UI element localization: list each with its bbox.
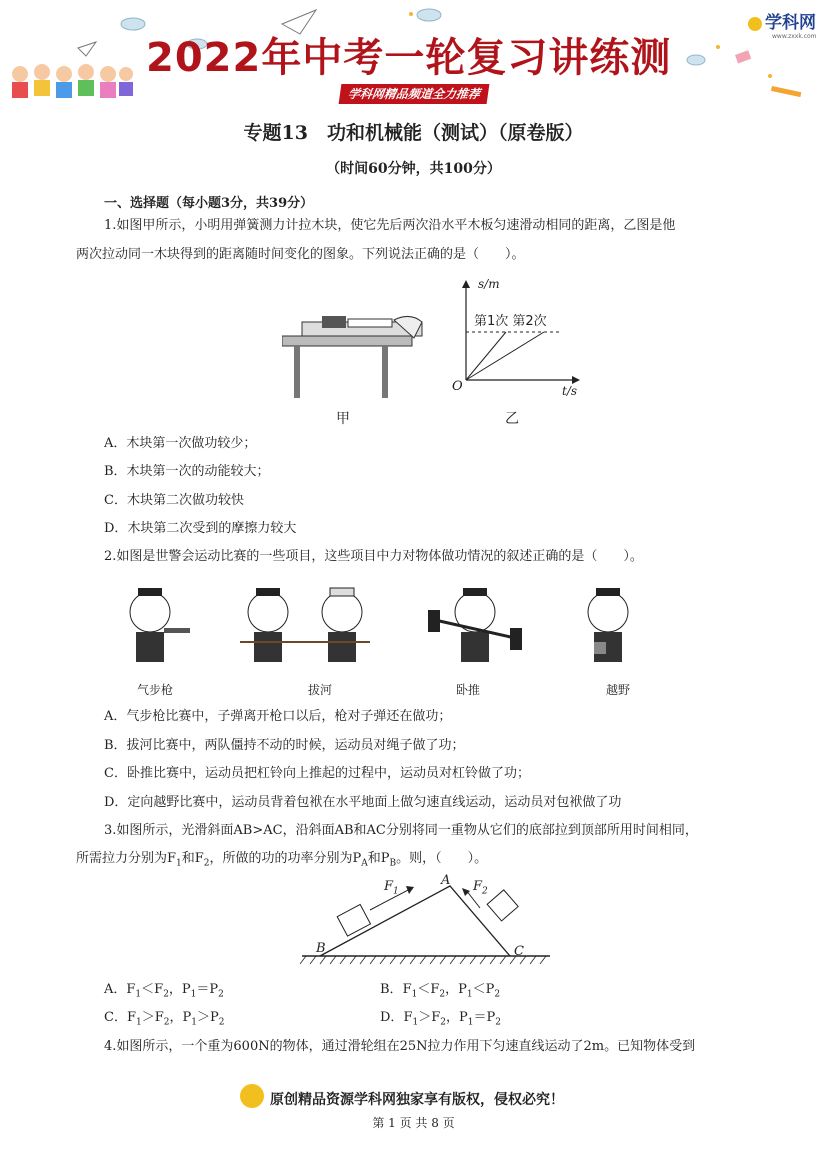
cloud-icon [417,9,441,21]
q3-label-f2: $F_2$ [473,879,488,897]
q2-option-d: D．定向越野比赛中，运动员背着包袱在水平地面上做匀速直线运动，运动员对包袱做了功 [104,795,622,810]
q2-option-a: A．气步枪比赛中，子弹离开枪口以后，枪对子弹还在做功； [104,709,452,724]
q3-line1: 3.如图所示，光滑斜面AB>AC，沿斜面AB和AC分别将同一重物从它们的底部拉到顶部所用时间相同， [104,823,698,838]
q2-caption-country: 越野 [605,683,630,697]
children-illustration [12,64,133,98]
footer-copyright: 原创精品资源学科网独家享有版权，侵权必究！ [270,1092,564,1108]
q3-label-f1: $F_1$ [384,879,399,897]
q2-option-b: B．拔河比赛中，两队僵持不动的时候，运动员对绳子做了功； [104,738,465,753]
pencil-icon [771,86,801,97]
q1-option-a: A．木块第一次做功较少； [104,436,257,451]
q1-graph-xlabel: t/s [562,384,578,398]
q3-option-d: D．$F_1>F_2$，$P_1=P_2$ [380,1010,501,1028]
q1-line1: 1.如图甲所示，小明用弹簧测力计拉木块，使它先后两次沿水平木板匀速滑动相同的距离，乙图是他 [104,218,676,233]
panda-bench-press-icon [428,588,522,662]
q1-graph-ylabel: s/m [478,277,500,291]
cloud-icon [687,55,705,65]
panda-cross-country-icon [588,588,628,662]
q1-option-c: C．木块第二次做功较快 [104,493,244,508]
q1-line2: 两次拉动同一木块得到的距离随时间变化的图象。下列说法正确的是（ ）。 [76,247,525,262]
banner-subtitle: 学科网精品频道全力推荐 [339,84,490,104]
eraser-icon [735,50,751,63]
q3-label-b: B [316,941,326,956]
q1-graph-origin: O [452,379,463,394]
q1-label-b: 乙 [505,411,519,427]
section-heading: 一、选择题（每小题3分，共39分） [104,196,314,211]
q3-line2: 所需拉力分别为$F_1$和$F_2$，所做的功的功率分别为$P_A$和$P_B$。则，（ ）。 [76,851,488,869]
q2-caption-tug: 拔河 [307,683,332,697]
paper-plane-icon [78,42,96,56]
q3-option-c: C．$F_1>F_2$，$P_1>P_2$ [104,1010,225,1028]
q3-label-a: A [441,873,451,888]
banner-title: 2022年中考一轮复习讲练测 [146,35,672,81]
q2-panda-figures [120,580,640,675]
document-title: 专题13 功和机械能（测试）（原卷版） [243,122,584,144]
q2-caption-rifle: 气步枪 [136,683,173,697]
q1-label-a: 甲 [336,411,350,427]
q1-option-b: B．木块第一次的动能较大； [104,464,270,479]
document-subtitle: （时间60分钟，共100分） [326,161,501,177]
panda-rifle-icon [130,588,190,662]
panda-tug-of-war-icon [240,588,370,662]
mascot-icon [748,17,762,31]
mascot-icon [240,1084,264,1108]
q4-line1: 4.如图所示，一个重为600N的物体，通过滑轮组在25N拉力作用下匀速直线运动了2m。已知物体受到 [104,1039,696,1054]
q1-figure-apparatus [282,312,432,398]
q2-option-c: C．卧推比赛中，运动员把杠铃向上推起的过程中，运动员对杠铃做了功； [104,766,530,781]
q3-option-a: A．$F_1<F_2$，$P_1=P_2$ [104,982,224,1000]
q3-label-c: C [514,944,524,959]
page-number: 第 1 页 共 8 页 [372,1116,455,1130]
q2-line1: 2.如图是世警会运动比赛的一些项目，这些项目中力对物体做功情况的叙述正确的是（ ）。 [104,549,643,564]
q3-option-b: B．$F_1<F_2$，$P_1<P_2$ [380,982,501,1000]
site-logo: 学科网 www.zxxk.com [748,8,817,40]
cloud-icon [121,18,145,30]
q2-caption-bench: 卧推 [455,683,480,697]
q1-graph-legend: 第1次 第2次 [474,314,547,329]
q1-option-d: D．木块第二次受到的摩擦力较大 [104,521,297,536]
